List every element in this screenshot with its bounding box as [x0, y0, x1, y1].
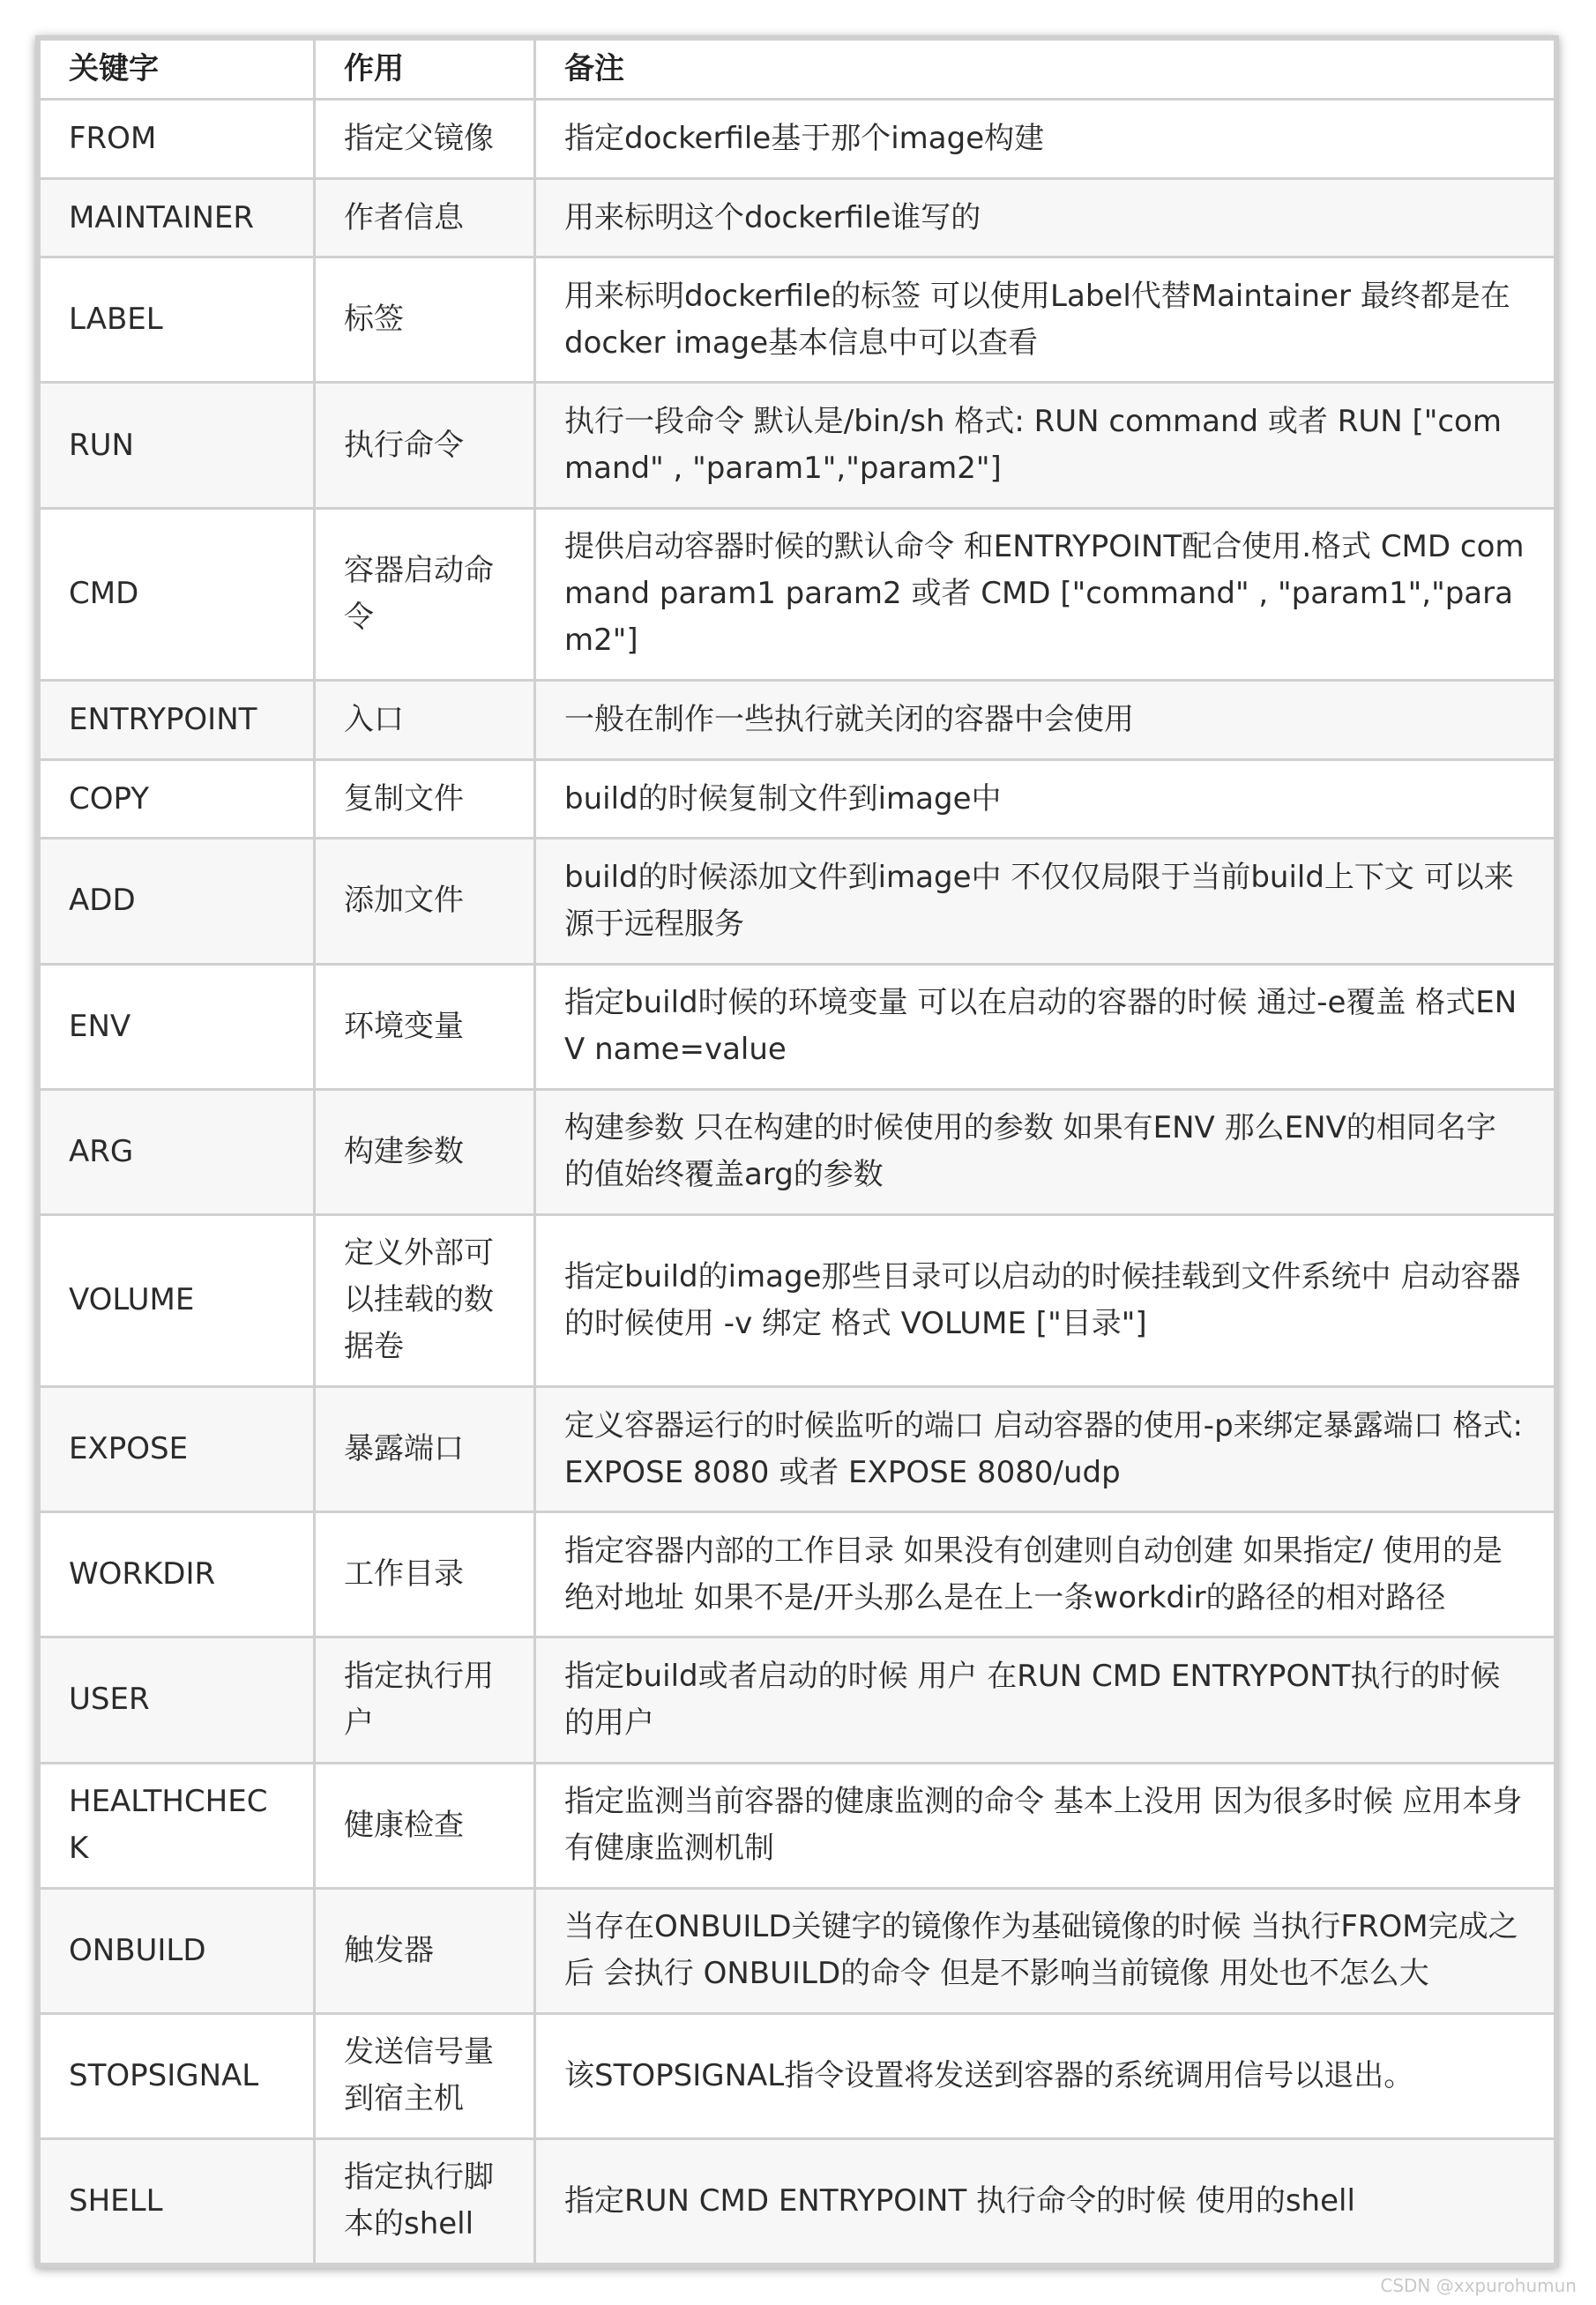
- purpose-cell: 定义外部可以挂载的数据卷: [315, 1214, 535, 1387]
- keyword-cell: USER: [40, 1637, 315, 1763]
- note-cell: 该STOPSIGNAL指令设置将发送到容器的系统调用信号以退出。: [535, 2013, 1555, 2138]
- purpose-cell: 标签: [315, 257, 535, 383]
- purpose-cell: 触发器: [315, 1888, 535, 2013]
- keyword-cell: ONBUILD: [40, 1888, 315, 2013]
- purpose-cell: 添加文件: [315, 839, 535, 964]
- table-row: [40, 1637, 1555, 1763]
- table-row: [40, 1512, 1555, 1637]
- note-cell: 用来标明dockerfile的标签 可以使用Label代替Maintainer 最终都是在docker image基本信息中可以查看: [535, 257, 1555, 383]
- note-cell: 用来标明这个dockerfile谁写的: [535, 178, 1555, 257]
- note-cell: 指定容器内部的工作目录 如果没有创建则自动创建 如果指定/ 使用的是绝对地址 如果不是/开头那么是在上一条workdir的路径的相对路径: [535, 1512, 1555, 1637]
- keyword-cell: COPY: [40, 759, 315, 839]
- dockerfile-instructions-table: [38, 38, 1556, 2265]
- keyword-cell: VOLUME: [40, 1214, 315, 1387]
- table-row: [40, 1387, 1555, 1512]
- note-cell: 提供启动容器时候的默认命令 和ENTRYPOINT配合使用.格式 CMD command param1 param2 或者 CMD ["command" , "param1","param2"]: [535, 508, 1555, 681]
- table-body: [40, 100, 1555, 2264]
- note-cell: 执行一段命令 默认是/bin/sh 格式: RUN command 或者 RUN ["command" , "param1","param2"]: [535, 383, 1555, 508]
- watermark-text: CSDN @xxpurohumun: [1380, 2275, 1577, 2296]
- table-row: [40, 1089, 1555, 1214]
- table-row: [40, 759, 1555, 839]
- note-cell: 构建参数 只在构建的时候使用的参数 如果有ENV 那么ENV的相同名字的值始终覆盖arg的参数: [535, 1089, 1555, 1214]
- note-cell: build的时候复制文件到image中: [535, 759, 1555, 839]
- keyword-cell: MAINTAINER: [40, 178, 315, 257]
- note-cell: build的时候添加文件到image中 不仅仅局限于当前build上下文 可以来源于远程服务: [535, 839, 1555, 964]
- table-row: [40, 1888, 1555, 2013]
- table-row: [40, 508, 1555, 681]
- note-cell: 当存在ONBUILD关键字的镜像作为基础镜像的时候 当执行FROM完成之后 会执行 ONBUILD的命令 但是不影响当前镜像 用处也不怎么大: [535, 1888, 1555, 2013]
- note-cell: 一般在制作一些执行就关闭的容器中会使用: [535, 681, 1555, 760]
- table-row: [40, 383, 1555, 508]
- table-header-row: [40, 40, 1555, 100]
- table-row: [40, 178, 1555, 257]
- purpose-cell: 构建参数: [315, 1089, 535, 1214]
- note-cell: 指定dockerfile基于那个image构建: [535, 100, 1555, 179]
- note-cell: 指定build的image那些目录可以启动的时候挂载到文件系统中 启动容器的时候使用 -v 绑定 格式 VOLUME ["目录"]: [535, 1214, 1555, 1387]
- purpose-cell: 指定执行脚本的shell: [315, 2138, 535, 2264]
- dockerfile-instructions-table-frame: [35, 35, 1559, 2268]
- purpose-cell: 指定执行用户: [315, 1637, 535, 1763]
- purpose-cell: 工作目录: [315, 1512, 535, 1637]
- keyword-cell: LABEL: [40, 257, 315, 383]
- purpose-cell: 指定父镜像: [315, 100, 535, 179]
- purpose-cell: 作者信息: [315, 178, 535, 257]
- table-row: [40, 1214, 1555, 1387]
- table-row: [40, 839, 1555, 964]
- purpose-cell: 入口: [315, 681, 535, 760]
- keyword-cell: SHELL: [40, 2138, 315, 2264]
- table-row: [40, 964, 1555, 1089]
- keyword-cell: ENTRYPOINT: [40, 681, 315, 760]
- purpose-cell: 复制文件: [315, 759, 535, 839]
- purpose-cell: 暴露端口: [315, 1387, 535, 1512]
- header-keyword: 关键字: [40, 40, 315, 100]
- table-row: [40, 2138, 1555, 2264]
- purpose-cell: 环境变量: [315, 964, 535, 1089]
- keyword-cell: CMD: [40, 508, 315, 681]
- note-cell: 指定监测当前容器的健康监测的命令 基本上没用 因为很多时候 应用本身有健康监测机制: [535, 1763, 1555, 1888]
- purpose-cell: 健康检查: [315, 1763, 535, 1888]
- keyword-cell: WORKDIR: [40, 1512, 315, 1637]
- keyword-cell: EXPOSE: [40, 1387, 315, 1512]
- table-row: [40, 1763, 1555, 1888]
- keyword-cell: STOPSIGNAL: [40, 2013, 315, 2138]
- header-purpose: 作用: [315, 40, 535, 100]
- keyword-cell: HEALTHCHECK: [40, 1763, 315, 1888]
- table-row: [40, 100, 1555, 179]
- note-cell: 指定build时候的环境变量 可以在启动的容器的时候 通过-e覆盖 格式ENV name=value: [535, 964, 1555, 1089]
- keyword-cell: ARG: [40, 1089, 315, 1214]
- keyword-cell: RUN: [40, 383, 315, 508]
- note-cell: 指定RUN CMD ENTRYPOINT 执行命令的时候 使用的shell: [535, 2138, 1555, 2264]
- keyword-cell: ADD: [40, 839, 315, 964]
- table-row: [40, 2013, 1555, 2138]
- purpose-cell: 执行命令: [315, 383, 535, 508]
- keyword-cell: ENV: [40, 964, 315, 1089]
- purpose-cell: 容器启动命令: [315, 508, 535, 681]
- note-cell: 定义容器运行的时候监听的端口 启动容器的使用-p来绑定暴露端口 格式: EXPOSE 8080 或者 EXPOSE 8080/udp: [535, 1387, 1555, 1512]
- keyword-cell: FROM: [40, 100, 315, 179]
- note-cell: 指定build或者启动的时候 用户 在RUN CMD ENTRYPONT执行的时候的用户: [535, 1637, 1555, 1763]
- table-row: [40, 681, 1555, 760]
- header-note: 备注: [535, 40, 1555, 100]
- table-row: [40, 257, 1555, 383]
- purpose-cell: 发送信号量到宿主机: [315, 2013, 535, 2138]
